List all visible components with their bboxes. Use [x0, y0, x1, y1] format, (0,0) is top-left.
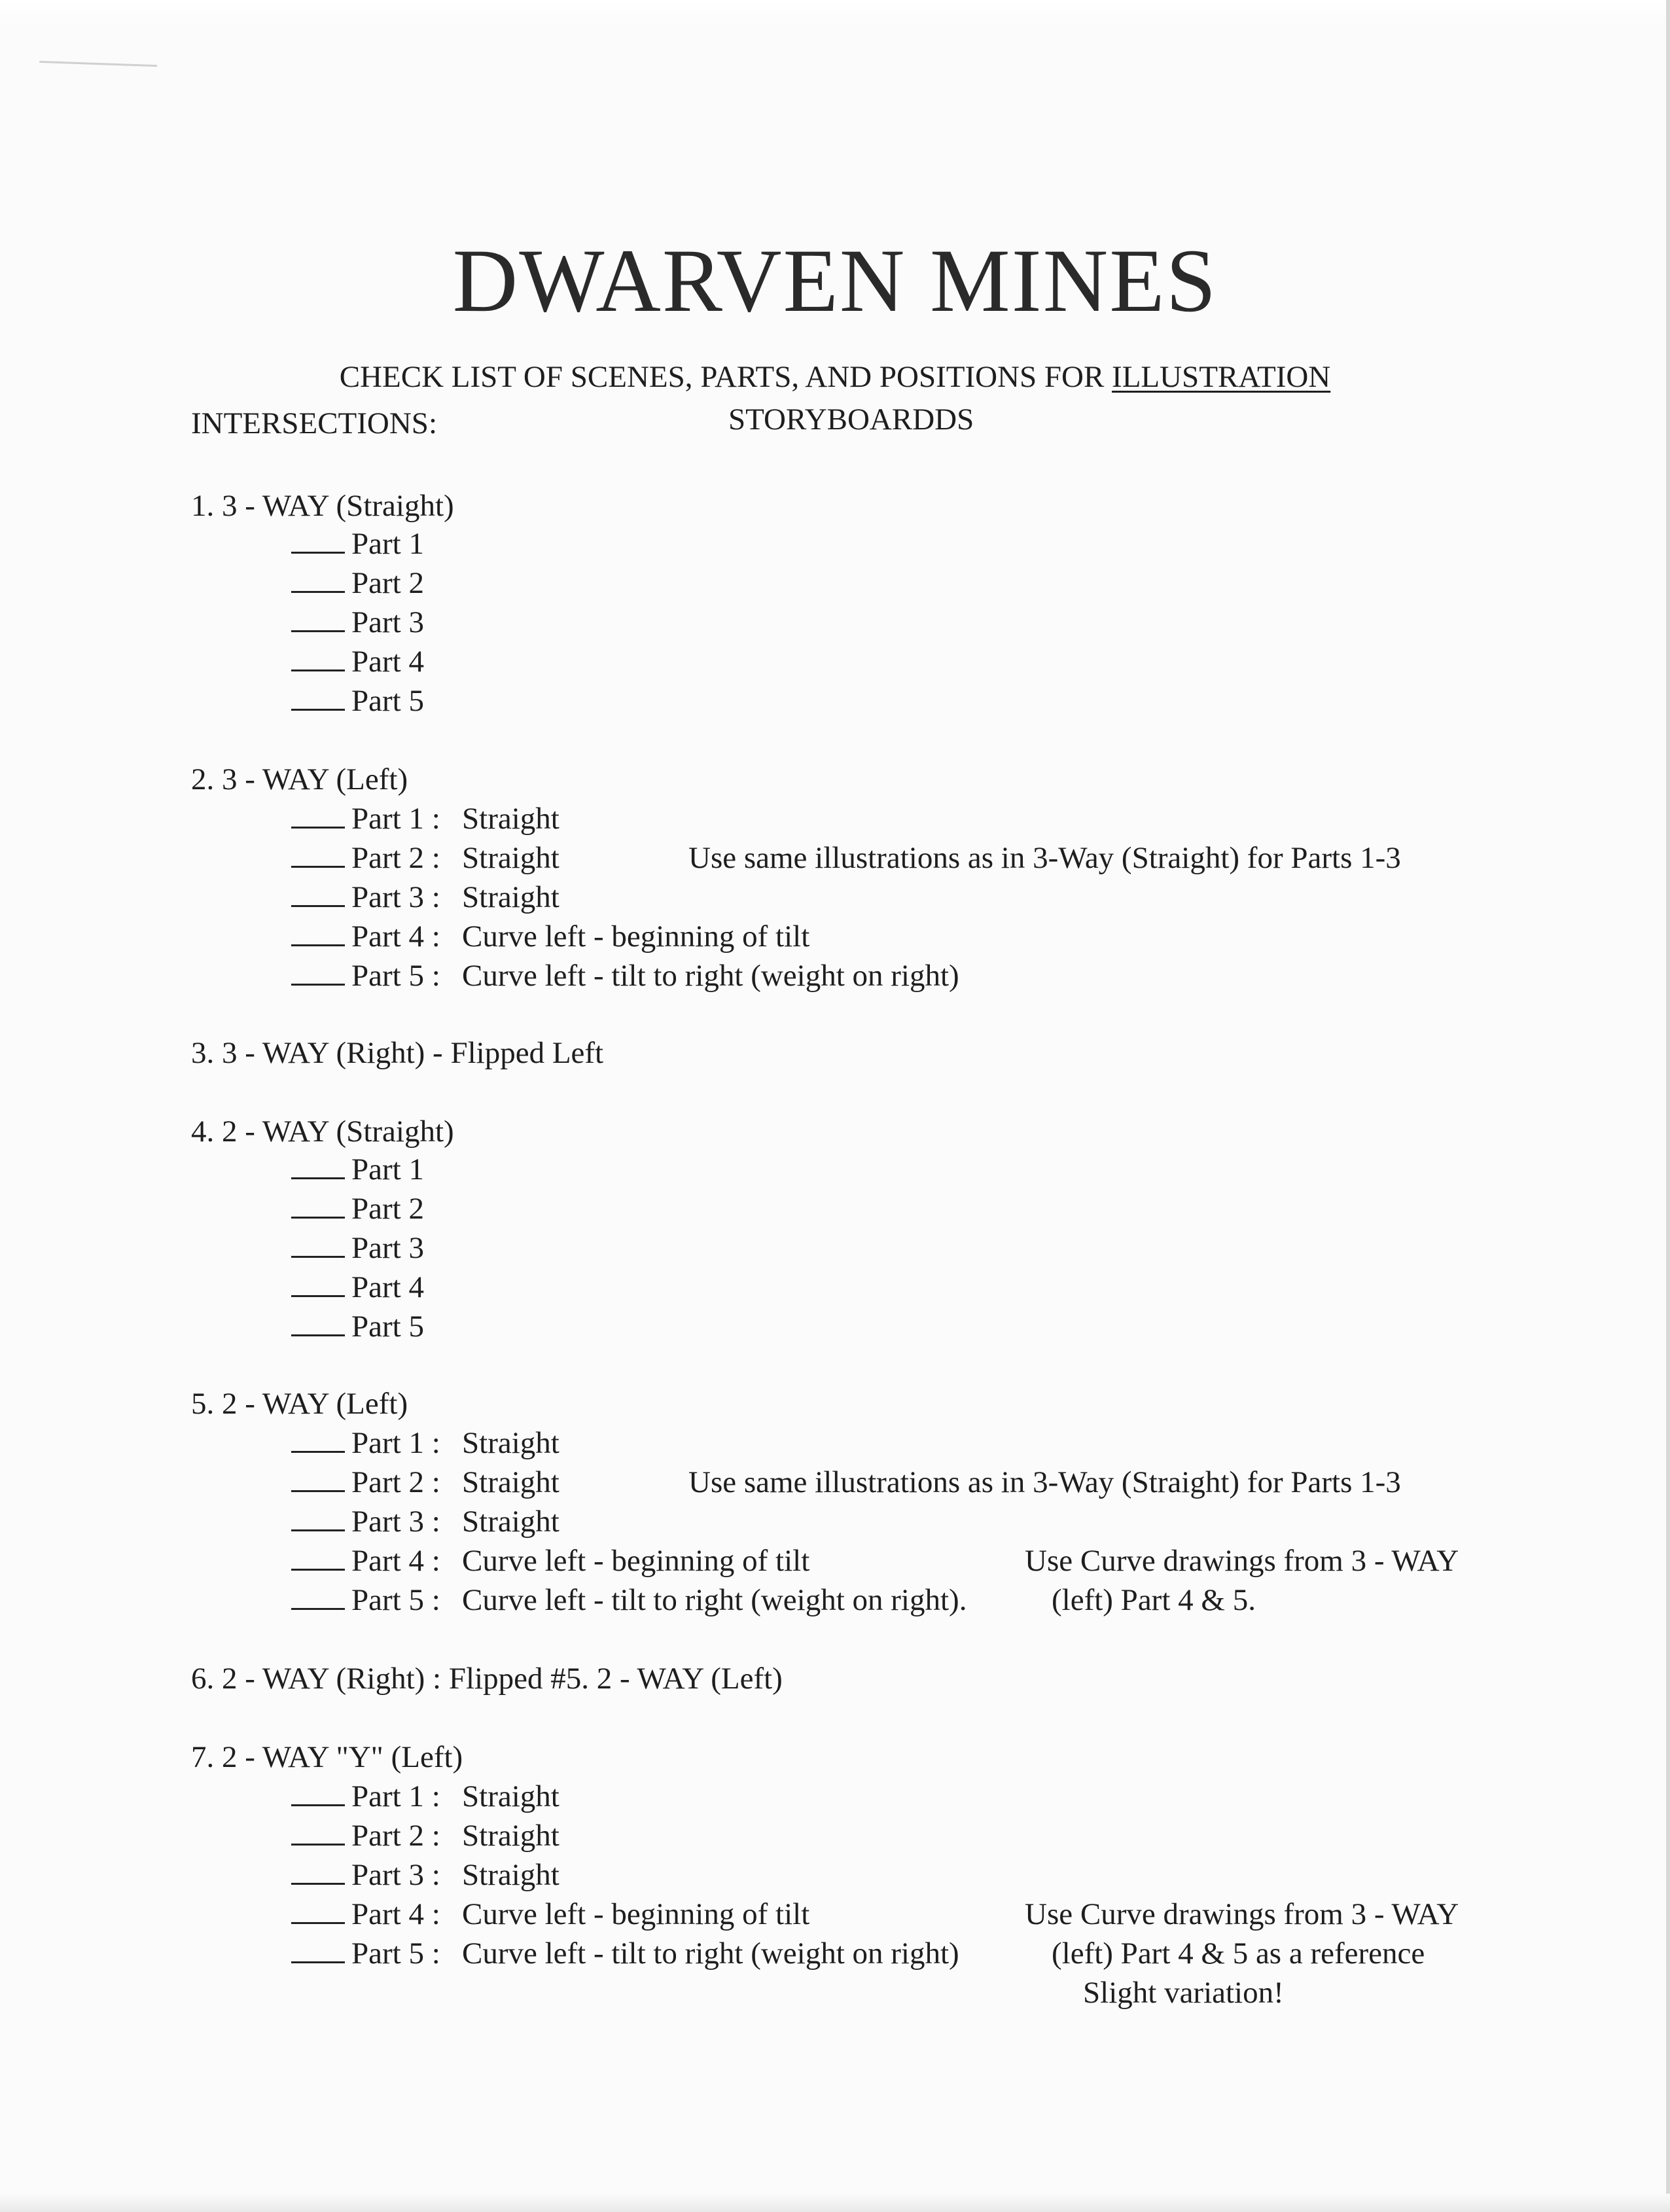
- section-7-note-line3: Slight variation!: [1083, 1976, 1284, 2010]
- checkbox-blank[interactable]: [291, 1255, 345, 1258]
- section-7-note-line2: (left) Part 4 & 5 as a reference: [1052, 1936, 1425, 1971]
- scan-top-edge: [0, 0, 1670, 26]
- part-label: Part 2: [351, 1192, 424, 1226]
- section-1-heading: 1. 3 - WAY (Straight): [191, 489, 454, 523]
- checkbox-blank[interactable]: [291, 1216, 345, 1219]
- checkbox-blank[interactable]: [291, 826, 345, 829]
- checkbox-blank[interactable]: [291, 944, 345, 946]
- part-description: Curve left - beginning of tilt: [462, 1897, 810, 1931]
- staple-mark: [39, 61, 157, 72]
- checkbox-blank[interactable]: [291, 1177, 345, 1179]
- list-item: [291, 921, 440, 952]
- list-item: [291, 647, 424, 677]
- list-item: [291, 1428, 440, 1459]
- subtitle-text: CHECK LIST OF SCENES, PARTS, AND POSITIONS FOR: [339, 360, 1112, 394]
- section-5-curve-note-line1: Use Curve drawings from 3 - WAY: [1025, 1544, 1459, 1578]
- part-description: Straight: [462, 802, 560, 836]
- part-label: Part 4 :: [351, 1544, 440, 1578]
- list-item: [291, 1154, 424, 1185]
- part-description: Curve left - beginning of tilt: [462, 1544, 810, 1578]
- section-2-heading: 2. 3 - WAY (Left): [191, 762, 408, 796]
- part-label: Part 5: [351, 1310, 424, 1344]
- part-description: Curve left - tilt to right (weight on right): [462, 959, 959, 993]
- part-description: Straight: [462, 1819, 560, 1853]
- list-item: [291, 1194, 424, 1224]
- part-label: Part 1 :: [351, 802, 440, 836]
- subtitle-underlined: ILLUSTRATION: [1112, 360, 1331, 394]
- part-label: Part 1 :: [351, 1779, 440, 1813]
- part-description: Straight: [462, 841, 560, 875]
- section-5-heading: 5. 2 - WAY (Left): [191, 1387, 408, 1421]
- part-label: Part 1 :: [351, 1426, 440, 1460]
- part-description: Straight: [462, 880, 560, 914]
- part-label: Part 3 :: [351, 1505, 440, 1539]
- list-item: [291, 1467, 440, 1498]
- part-description: Straight: [462, 1779, 560, 1813]
- list-item: [291, 882, 440, 913]
- part-label: Part 4 :: [351, 919, 440, 954]
- part-label: Part 3 :: [351, 880, 440, 914]
- part-description: Curve left - tilt to right (weight on right).: [462, 1583, 967, 1617]
- part-description: Straight: [462, 1505, 560, 1539]
- checkbox-blank[interactable]: [291, 904, 345, 907]
- checkbox-blank[interactable]: [291, 1294, 345, 1297]
- list-item: [291, 1546, 440, 1577]
- list-item: [291, 1860, 440, 1891]
- list-item: [291, 568, 424, 599]
- section-4-heading: 4. 2 - WAY (Straight): [191, 1115, 454, 1149]
- checkbox-blank[interactable]: [291, 1490, 345, 1492]
- document-title: DWARVEN MINES: [452, 230, 1218, 330]
- part-label: Part 4: [351, 645, 424, 679]
- part-description: Straight: [462, 1465, 560, 1499]
- section-5-note: Use same illustrations as in 3-Way (Straight) for Parts 1-3: [688, 1465, 1401, 1499]
- checkbox-blank[interactable]: [291, 1529, 345, 1531]
- checkbox-blank[interactable]: [291, 669, 345, 671]
- part-label: Part 3 :: [351, 1858, 440, 1892]
- list-item: [291, 1233, 424, 1264]
- checkbox-blank[interactable]: [291, 865, 345, 868]
- checkbox-blank[interactable]: [291, 1961, 345, 1963]
- list-item: [291, 1507, 440, 1537]
- part-label: Part 2 :: [351, 1465, 440, 1499]
- list-item: [291, 1899, 440, 1930]
- part-description: Curve left - beginning of tilt: [462, 919, 810, 954]
- scan-right-edge: [1666, 0, 1670, 2212]
- section-7-note-line1: Use Curve drawings from 3 - WAY: [1025, 1897, 1459, 1931]
- list-item: [291, 607, 424, 638]
- checkbox-blank[interactable]: [291, 1450, 345, 1453]
- checkbox-blank[interactable]: [291, 590, 345, 593]
- checkbox-blank[interactable]: [291, 1334, 345, 1336]
- scan-bottom-edge: [0, 2194, 1670, 2212]
- section-7-heading: 7. 2 - WAY "Y" (Left): [191, 1740, 463, 1774]
- part-description: Straight: [462, 1426, 560, 1460]
- list-item: [291, 804, 440, 834]
- part-description: Curve left - tilt to right (weight on right): [462, 1936, 959, 1971]
- part-label: Part 5 :: [351, 1583, 440, 1617]
- list-item: [291, 1585, 440, 1616]
- section-3-heading: 3. 3 - WAY (Right) - Flipped Left: [191, 1036, 604, 1070]
- part-label: Part 1: [351, 527, 424, 561]
- intersections-label: INTERSECTIONS:: [191, 406, 437, 440]
- part-label: Part 3: [351, 605, 424, 639]
- list-item: [291, 686, 424, 717]
- part-label: Part 2 :: [351, 1819, 440, 1853]
- checkbox-blank[interactable]: [291, 1843, 345, 1846]
- list-item: [291, 843, 440, 874]
- part-label: Part 3: [351, 1231, 424, 1265]
- list-item: [291, 1938, 440, 1969]
- part-label: Part 1: [351, 1152, 424, 1186]
- list-item: [291, 1821, 440, 1851]
- checkbox-blank[interactable]: [291, 1607, 345, 1610]
- list-item: [291, 961, 440, 991]
- part-label: Part 4: [351, 1270, 424, 1304]
- checkbox-blank[interactable]: [291, 983, 345, 986]
- list-item: [291, 1781, 440, 1812]
- part-label: Part 4 :: [351, 1897, 440, 1931]
- part-label: Part 5 :: [351, 1936, 440, 1971]
- checkbox-blank[interactable]: [291, 1804, 345, 1806]
- checkbox-blank[interactable]: [291, 551, 345, 554]
- part-label: Part 5 :: [351, 959, 440, 993]
- checkbox-blank[interactable]: [291, 1882, 345, 1885]
- checkbox-blank[interactable]: [291, 630, 345, 632]
- document-subtitle: [0, 362, 1670, 393]
- section-5-curve-note-line2: (left) Part 4 & 5.: [1052, 1583, 1256, 1617]
- list-item: [291, 1311, 424, 1342]
- list-item: [291, 1272, 424, 1303]
- section-6-heading: 6. 2 - WAY (Right) : Flipped #5. 2 - WAY (Left): [191, 1662, 783, 1696]
- section-2-note: Use same illustrations as in 3-Way (Straight) for Parts 1-3: [688, 841, 1401, 875]
- list-item: [291, 529, 424, 560]
- part-description: Straight: [462, 1858, 560, 1892]
- subtitle-line2: STORYBOARDDS: [728, 402, 974, 437]
- part-label: Part 5: [351, 684, 424, 718]
- checkbox-blank[interactable]: [291, 1921, 345, 1924]
- checkbox-blank[interactable]: [291, 1568, 345, 1571]
- checkbox-blank[interactable]: [291, 708, 345, 711]
- part-label: Part 2: [351, 566, 424, 600]
- part-label: Part 2 :: [351, 841, 440, 875]
